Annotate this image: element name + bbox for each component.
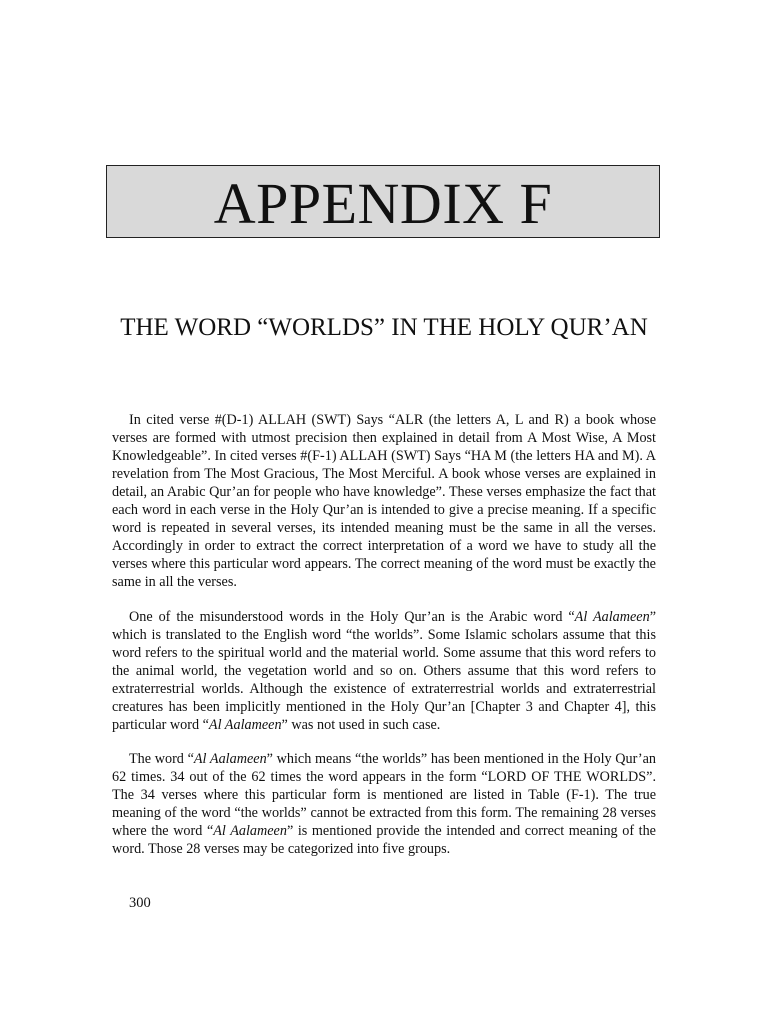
body-paragraph-1: [112, 411, 656, 591]
page-number: 300: [129, 895, 151, 911]
arabic-term: Al Aalameen: [208, 717, 282, 733]
arabic-term: Al Aalameen: [213, 823, 287, 839]
arabic-term: Al Aalameen: [574, 609, 650, 625]
paragraph-text: ” is mentioned provide the intended and correct meaning of the word. Those 28 verses may be categorized into five groups.: [112, 823, 656, 857]
appendix-heading-box: [106, 165, 660, 238]
body-paragraph-2: [112, 608, 656, 734]
paragraph-text: The word “: [129, 751, 194, 767]
body-paragraph-3: [112, 750, 656, 858]
paragraph-text: ” which means “the worlds” has been mentioned in the Holy Qur’an 62 times. 34 out of the 62 times the word appears in the form “LORD OF THE WORLDS”. The 34 verses where this particular form is mentioned are listed in Table (F-1). The true meaning of the word “the worlds” cannot be extracted from this form. The remaining 28 verses where the word “: [112, 751, 657, 839]
paragraph-text: ” was not used in such case.: [281, 717, 441, 733]
paragraph-text: One of the misunderstood words in the Holy Qur’an is the Arabic word “: [129, 609, 575, 625]
paragraph-text: In cited verse #(D-1) ALLAH (SWT) Says “ALR (the letters A, L and R) a book whose verses are formed with utmost precision then explained in detail from A Most Wise, A Most Knowledgeable”. In cited verses #(F-1) ALLAH (SWT) Says “HA M (the letters HA and M). A revelation from The Most Gracious, The Most Merciful. A book whose verses are explained in detail, an Arabic Qur’an for people who have knowledge”. These verses emphasize the fact that each word in each verse in the Holy Qur’an is intended to give a precise meaning. If a specific word is repeated in several verses, its intended meaning must be the same in all the verses. Accordingly in order to extract the correct interpretation of a word we have to study all the verses where this particular word appears. The correct meaning of the word must be exactly the same in all the verses.: [112, 412, 656, 590]
chapter-title: THE WORD “WORLDS” IN THE HOLY QUR’AN: [120, 314, 648, 341]
arabic-term: Al Aalameen: [193, 751, 267, 767]
paragraph-text: ” which is translated to the English word “the worlds”. Some Islamic scholars assume that this word refers to the spiritual world and the material world. Some assume that this word refers to the animal world, the vegetation world and so on. Others assume that this word refers to extraterrestrial worlds. Although the existence of extraterrestrial worlds and extraterrestrial creatures has been implicitly mentioned in the Holy Qur’an [Chapter 3 and Chapter 4], this particular word “: [112, 609, 656, 733]
appendix-title: APPENDIX F: [213, 170, 553, 236]
